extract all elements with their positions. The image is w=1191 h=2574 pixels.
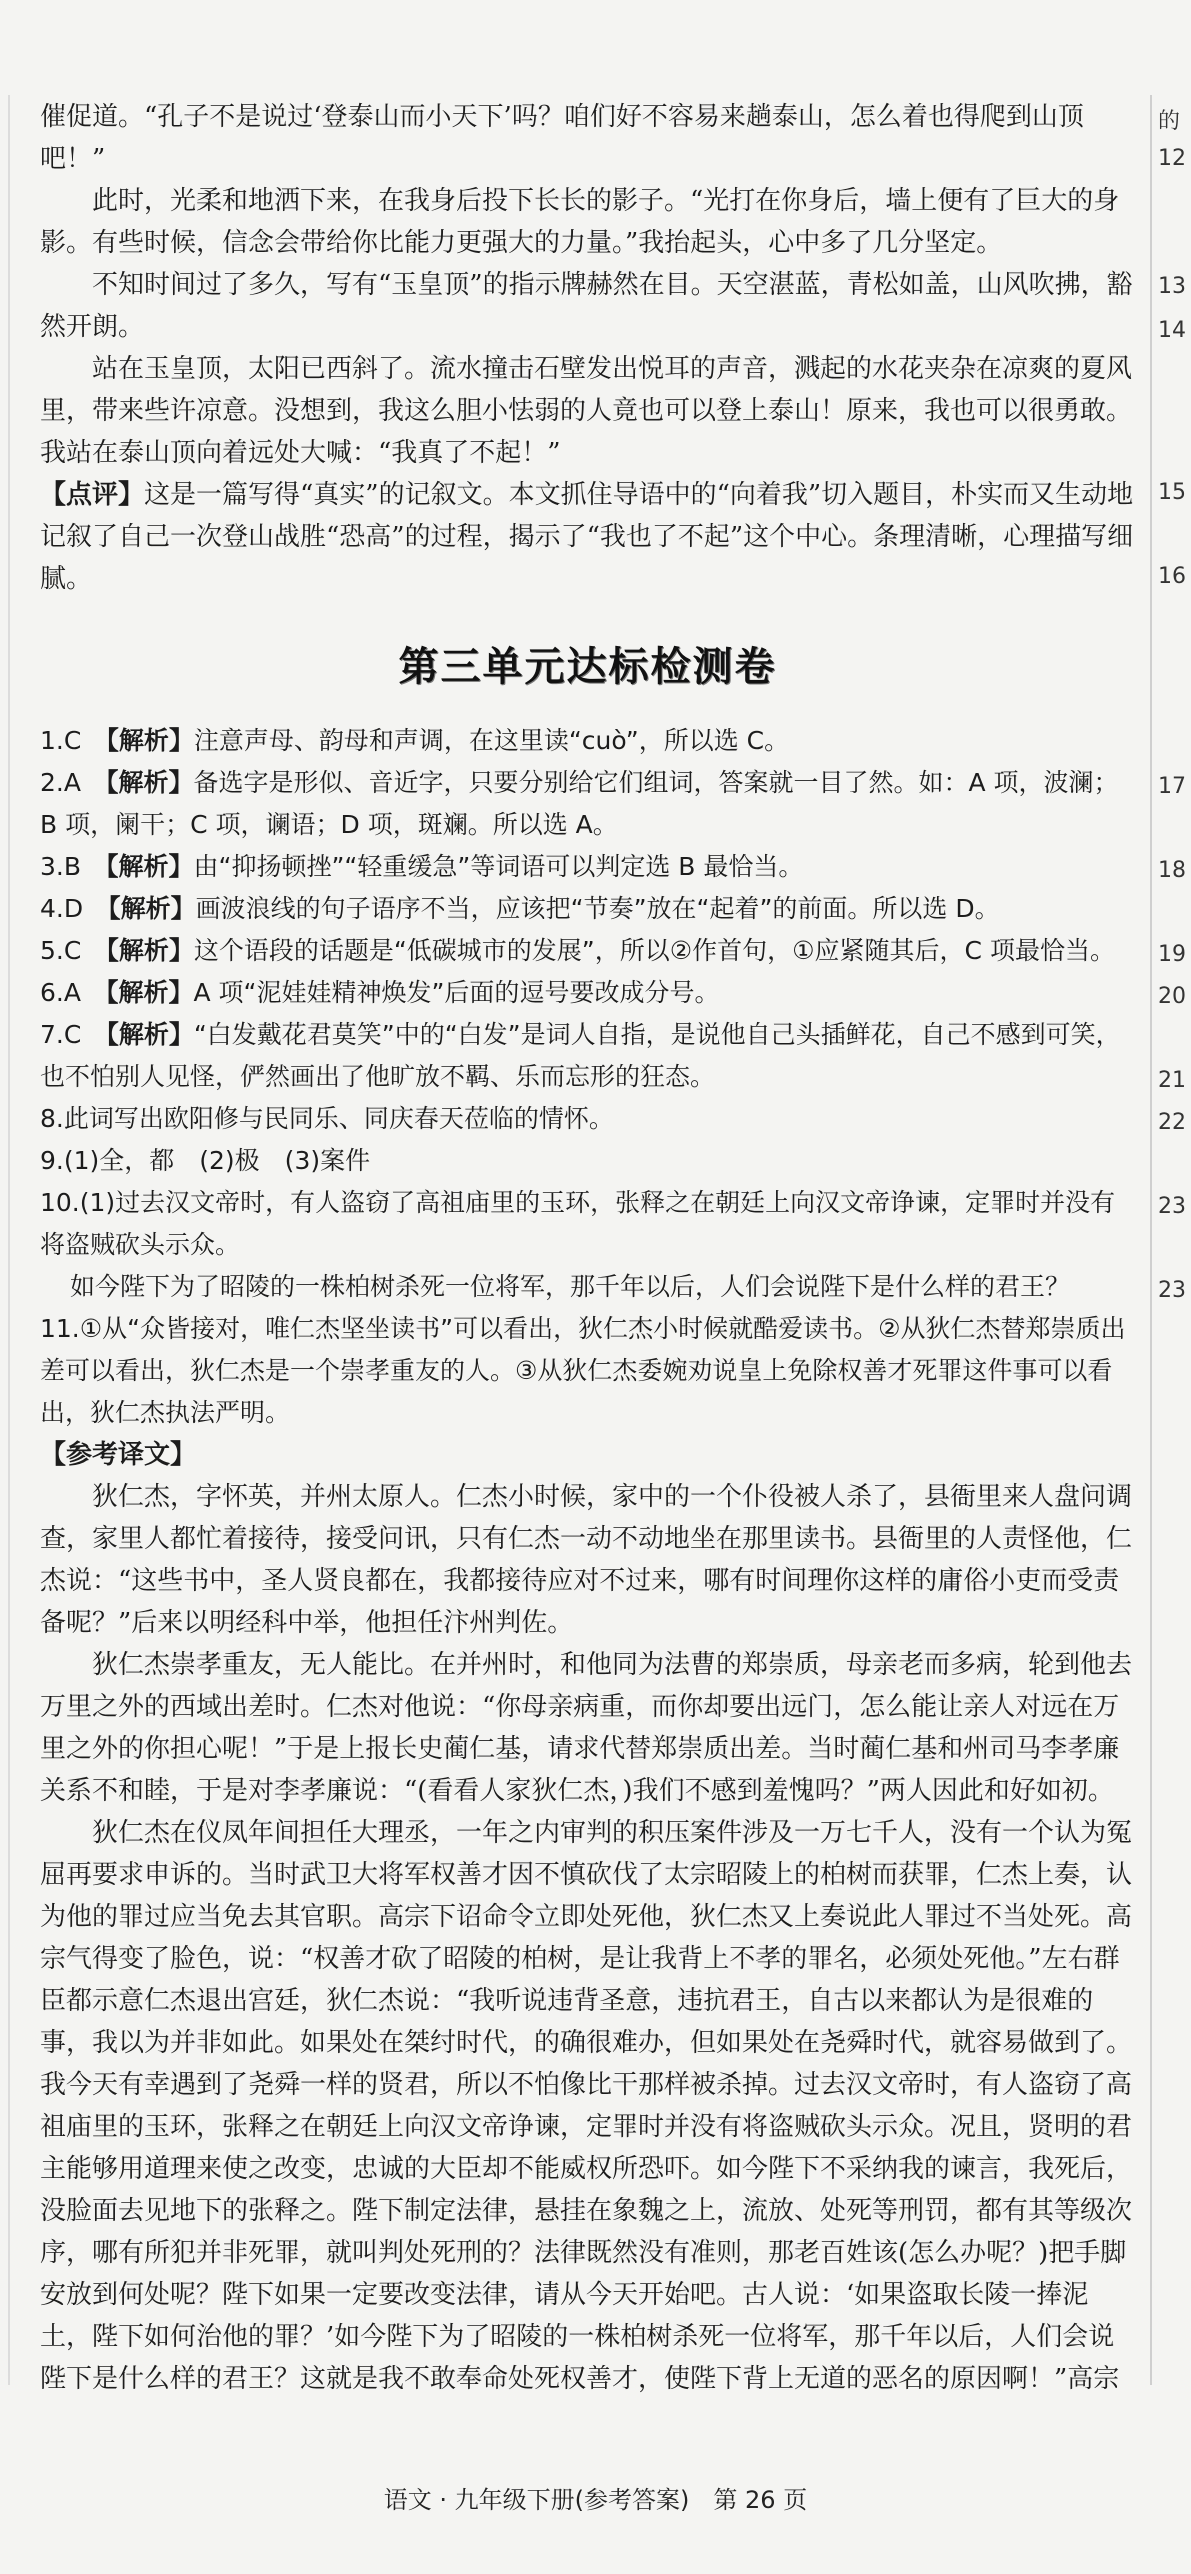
answer-text: (1)过去汉文帝时，有人盗窃了高祖庙里的玉环，张释之在朝廷上向汉文帝诤谏，定罪时并没有将盗贼砍头示众。 <box>40 1188 1116 1259</box>
essay-paragraph: 不知时间过了多久，写有“玉皇顶”的指示牌赫然在目。天空湛蓝，青松如盖，山风吹拂，豁然开朗。 <box>40 270 1133 342</box>
essay-paragraph: 催促道。“孔子不是说过‘登泰山而小天下’吗？咱们好不容易来趟泰山，怎么着也得爬到山顶吧！” <box>40 102 1084 174</box>
answer-item <box>40 1182 1135 1266</box>
footer-page-number: 第 26 页 <box>713 2486 808 2514</box>
answer-item <box>40 762 1135 846</box>
side-fragment: 的 <box>1158 109 1181 134</box>
essay-comment <box>40 474 1135 600</box>
side-number: 12 <box>1158 146 1186 171</box>
answer-text: (1)全，都 (2)极 (3)案件 <box>63 1146 371 1175</box>
analysis-tag: 【解析】 <box>93 978 194 1007</box>
answer-number: 6.A <box>40 978 81 1007</box>
analysis-tag: 【解析】 <box>95 894 196 923</box>
answer-number: 8. <box>40 1104 64 1133</box>
column-divider <box>1150 95 1152 2385</box>
side-number: 18 <box>1158 858 1186 883</box>
answer-item <box>40 1098 1135 1140</box>
analysis-tag: 【解析】 <box>93 726 194 755</box>
answer-item <box>40 1014 1135 1098</box>
answer-number: 4.D <box>40 894 84 923</box>
side-number: 16 <box>1158 564 1186 589</box>
side-number: 23 <box>1158 1278 1186 1303</box>
answer-item <box>40 1140 1135 1182</box>
main-column <box>40 96 1135 2400</box>
answer-number: 9. <box>40 1146 64 1175</box>
footer-subject: 语文 · 九年级下册(参考答案) <box>383 2486 690 2514</box>
answer-item <box>40 930 1135 972</box>
answer-number: 7.C <box>40 1020 82 1049</box>
answer-number: 5.C <box>40 936 82 965</box>
comment-tag: 【点评】 <box>40 480 145 510</box>
analysis-tag: 【解析】 <box>93 852 194 881</box>
answer-number: 1.C <box>40 726 82 755</box>
answer-text: “白发戴花君莫笑”中的“白发”是词人自指，是说他自己头插鲜花，自己不感到可笑，也不怕别人见怪，俨然画出了他旷放不羁、乐而忘形的狂态。 <box>40 1020 1121 1091</box>
answer-item <box>40 888 1135 930</box>
answer-subline: 如今陛下为了昭陵的一株柏树杀死一位将军，那千年以后，人们会说陛下是什么样的君王？ <box>70 1272 1071 1301</box>
translation-tag: 【参考译文】 <box>40 1440 197 1470</box>
side-number: 15 <box>1158 480 1186 505</box>
side-number: 17 <box>1158 774 1186 799</box>
analysis-tag: 【解析】 <box>93 936 194 965</box>
analysis-tag: 【解析】 <box>93 1020 194 1049</box>
comment-text: 这是一篇写得“真实”的记叙文。本文抓住导语中的“向着我”切入题目，朴实而又生动地记叙了自己一次登山战胜“恐高”的过程，揭示了“我也了不起”这个中心。条理清晰，心理描写细腻。 <box>40 480 1134 594</box>
answer-text: 备选字是形似、音近字，只要分别给它们组词，答案就一目了然。如：A 项，波澜；B 项，阑干；C 项，谰语；D 项，斑斓。所以选 A。 <box>40 768 1119 839</box>
answer-number: 3.B <box>40 852 82 881</box>
answer-text: ①从“众皆接对，唯仁杰坚坐读书”可以看出，狄仁杰小时候就酷爱读书。②从狄仁杰替郑崇质出差可以看出，狄仁杰是一个崇孝重友的人。③从狄仁杰委婉劝说皇上免除权善才死罪这件事可以看出，狄仁杰执法严明。 <box>40 1314 1126 1427</box>
answer-number: 11. <box>40 1314 80 1343</box>
essay-paragraph: 站在玉皇顶，太阳已西斜了。流水撞击石壁发出悦耳的声音，溅起的水花夹杂在凉爽的夏风里，带来些许凉意。没想到，我这么胆小怯弱的人竟也可以登上泰山！原来，我也可以很勇敢。我站在泰山顶向着远处大喊：“我真了不起！” <box>40 354 1133 468</box>
answer-text: A 项“泥娃娃精神焕发”后面的逗号要改成分号。 <box>193 978 720 1007</box>
side-number: 14 <box>1158 318 1186 343</box>
essay-paragraph: 此时，光柔和地洒下来，在我身后投下长长的影子。“光打在你身后，墙上便有了巨大的身影。有些时候，信念会带给你比能力更强大的力量。”我抬起头，心中多了几分坚定。 <box>40 186 1120 258</box>
answer-item <box>40 720 1135 762</box>
answer-text: 画波浪线的句子语序不当，应该把“节奏”放在“起着”的前面。所以选 D。 <box>195 894 1000 923</box>
answer-text: 由“抑扬顿挫”“轻重缓急”等词语可以判定选 B 最恰当。 <box>193 852 804 881</box>
answer-list <box>40 720 1135 1434</box>
side-number: 13 <box>1158 274 1186 299</box>
left-margin-rule <box>8 95 10 2385</box>
answer-text: 注意声母、韵母和声调，在这里读“cuò”，所以选 C。 <box>193 726 790 755</box>
translation-paragraph: 狄仁杰，字怀英，并州太原人。仁杰小时候，家中的一个仆役被人杀了，县衙里来人盘问调查，家里人都忙着接待，接受问讯，只有仁杰一动不动地坐在那里读书。县衙里的人责怪他，仁杰说：“这些书中，圣人贤良都在，我都接待应对不过来，哪有时间理你这样的庸俗小吏而受责备呢？”后来以明经科中举，他担任汴州判佐。 <box>40 1482 1133 1638</box>
answer-text: 此词写出欧阳修与民同乐、同庆春天莅临的情怀。 <box>63 1104 614 1133</box>
answer-item <box>40 1308 1135 1434</box>
side-number: 22 <box>1158 1110 1186 1135</box>
side-number: 21 <box>1158 1068 1186 1093</box>
translation-paragraph: 狄仁杰崇孝重友，无人能比。在并州时，和他同为法曹的郑崇质，母亲老而多病，轮到他去万里之外的西域出差时。仁杰对他说：“你母亲病重，而你却要出远门，怎么能让亲人对远在万里之外的你担心呢！”于是上报长史蔺仁基，请求代替郑崇质出差。当时蔺仁基和州司马李孝廉关系不和睦，于是对李孝廉说：“(看看人家狄仁杰，)我们不感到羞愧吗？”两人因此和好如初。 <box>40 1650 1133 1806</box>
side-number: 23 <box>1158 1194 1186 1219</box>
page-footer <box>0 2480 1191 2515</box>
answer-item <box>40 846 1135 888</box>
side-number: 20 <box>1158 984 1186 1009</box>
answer-number: 10. <box>40 1188 80 1217</box>
side-number: 19 <box>1158 942 1186 967</box>
analysis-tag: 【解析】 <box>93 768 194 797</box>
answer-number: 2.A <box>40 768 81 797</box>
answer-text: 这个语段的话题是“低碳城市的发展”，所以②作首句，①应紧随其后，C 项最恰当。 <box>193 936 1115 965</box>
section-title: 第三单元达标检测卷 <box>398 644 777 690</box>
answer-item <box>40 972 1135 1014</box>
translation-paragraph: 狄仁杰在仪凤年间担任大理丞，一年之内审判的积压案件涉及一万七千人，没有一个认为冤屈再要求申诉的。当时武卫大将军权善才因不慎砍伐了太宗昭陵上的柏树而获罪，仁杰上奏，认为他的罪过应当免去其官职。高宗下诏命令立即处死他，狄仁杰又上奏说此人罪过不当处死。高宗气得变了脸色，说：“权善才砍了昭陵的柏树，是让我背上不孝的罪名，必须处死他。”左右群臣都示意仁杰退出宫廷，狄仁杰说：“我听说违背圣意，违抗君王，自古以来都认为是很难的事，我以为并非如此。如果处在桀纣时代，的确很难办，但如果处在尧舜时代，就容易做到了。我今天有幸遇到了尧舜一样的贤君，所以不怕像比干那样被杀掉。过去汉文帝时，有人盗窃了高祖庙里的玉环，张释之在朝廷上向汉文帝诤谏，定罪时并没有将盗贼砍头示众。况且，贤明的君主能够用道理来使之改变，忠诚的大臣却不能威权所恐吓。如今陛下不采纳我的谏言，我死后，没脸面去见地下的张释之。陛下制定法律，悬挂在象魏之上，流放、处死等刑罚，都有其等级次序，哪有所犯并非死罪，就叫判处死刑的？法律既然没有准则，那老百姓该(怎么办呢？)把手脚安放到何处呢？陛下如果一定要改变法律，请从今天开始吧。古人说：‘如果盗取长陵一捧泥土，陛下如何治他的罪？’如今陛下为了昭陵的一株柏树杀死一位将军，那千年以后，人们会说陛下是什么样的君王？这就是我不敢奉命处死权善才，使陛下背上无道的恶名的原因啊！”高宗 <box>40 1818 1133 2394</box>
